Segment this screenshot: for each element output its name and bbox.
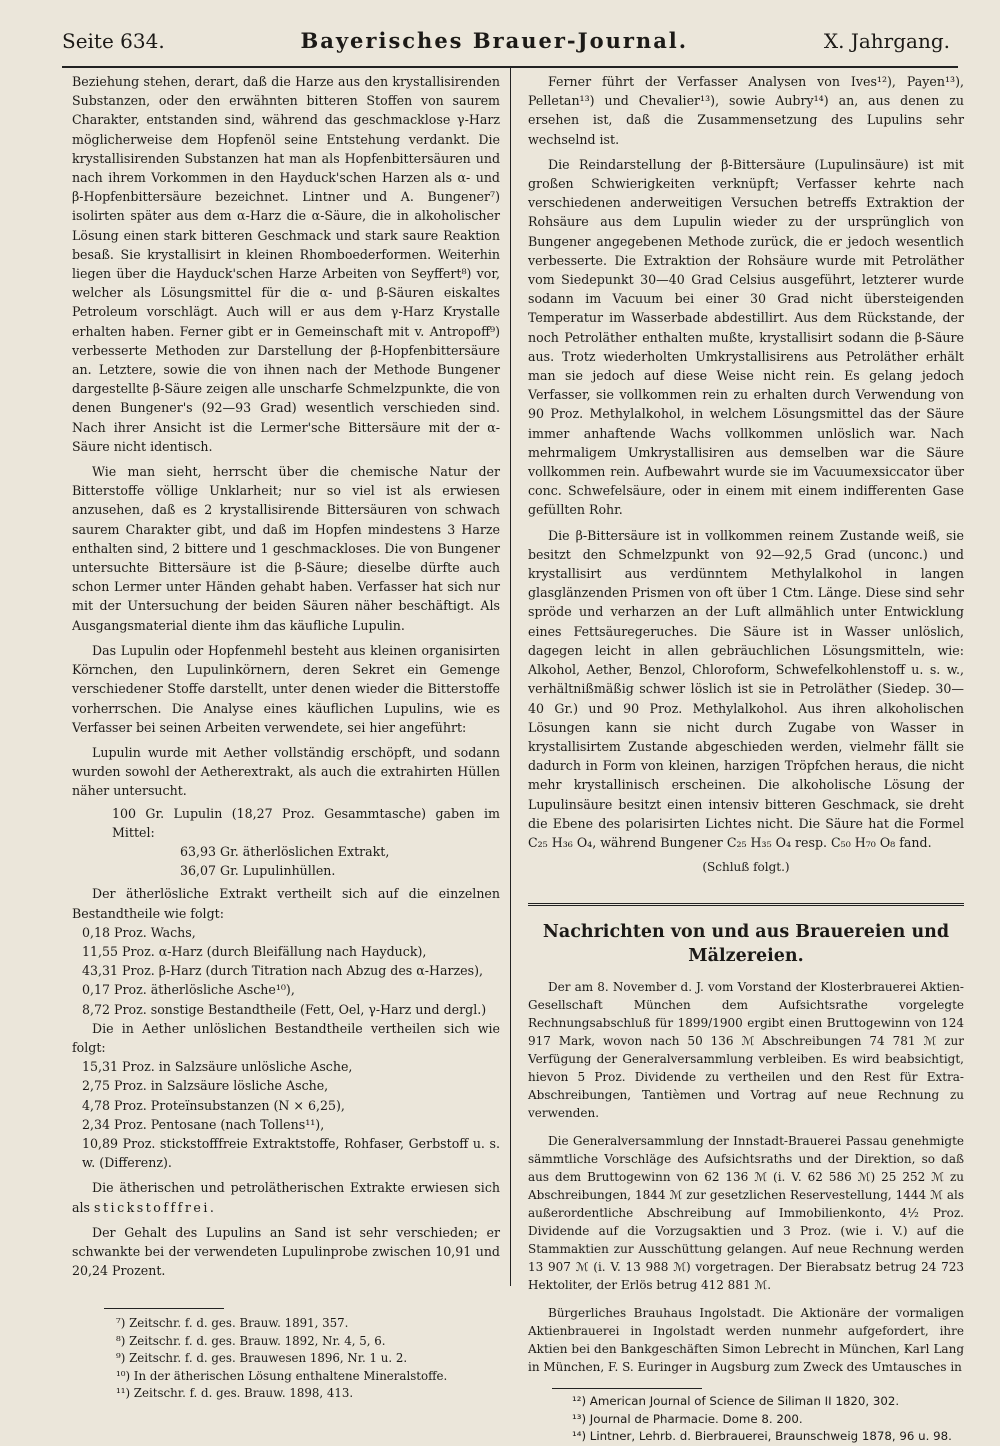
figure-line: 36,07 Gr. Lupulinhüllen. [180, 863, 336, 879]
list-item: 2,34 Proz. Pentosane (nach Tollens¹¹), [82, 1116, 325, 1132]
list-item: 2,75 Proz. in Salzsäure lösliche Asche, [82, 1078, 329, 1094]
ether-extract-list [82, 923, 500, 1019]
figure-line: 63,93 Gr. ätherlöslichen Extrakt, [180, 843, 390, 859]
insoluble-list [82, 1057, 500, 1172]
footnote-separator [104, 1308, 224, 1309]
footnote: ⁹) Zeitschr. f. d. ges. Brauwesen 1896, Nr. 1 u. 2. [116, 1351, 408, 1366]
news-item: Der am 8. November d. J. vom Vorstand der Klosterbrauerei Aktien-Gesellschaft München dem Aufsichtsrathe vorgelegte Rechnungsabschluß für 1899/1900 ergibt einen Bruttogewinn von 124 917 Mark, wovon nach 50 136 ℳ Abschreibungen 74 781 ℳ zur Verfügung der Generalversammlung verbleiben. Es wird beabsichtigt, hievon 5 Proz. Dividende zu vertheilen und den Rest für Extra-Abschreibungen, Tantièmen und Vortrag auf neue Rechnung zu verwenden. [528, 980, 964, 1121]
footnote: ⁷) Zeitschr. f. d. ges. Brauw. 1891, 357. [116, 1316, 349, 1331]
paragraph: Lupulin wurde mit Aether vollständig erschöpft, und sodann wurden sowohl der Aetherextrakt, als auch die extrahirten Hüllen näher untersucht. [72, 744, 500, 799]
list-item: 11,55 Proz. α-Harz (durch Bleifällung nach Hayduck), [82, 943, 427, 959]
paragraph: Beziehung stehen, derart, daß die Harze aus den krystallisirenden Substanzen, oder den erwähnten bitteren Stoffen von saurem Charakter, entstanden sind, während das geschmacklose γ-Harz möglicherweise dem Hopfenöl seine Entstehung verdankt. Die krystallisirenden Substanzen hat man als Hopfenbittersäuren und nach ihrem Vorkommen in den Hayduck'schen Harzen als α- und β-Hopfenbittersäure bezeichnet. Lintner und A. Bungener⁷) isolirten später aus dem α-Harz die α-Säure, die in alkoholischer Lösung einen stark bitteren Geschmack und stark saure Reaktion besaß. Sie krystallisirt in kleinen Rhomboederformen. Weiterhin liegen über die Hayduck'schen Harze Arbeiten von Seyffert⁸) vor, welcher als Lösungsmittel für die α- und β-Säuren eiskaltes Petroleum vorschlägt. Auch will er aus dem γ-Harz Krystalle erhalten haben. Ferner gibt er in Gemeinschaft mit v. Antropoff⁹) verbesserte Methoden zur Darstellung der β-Hopfenbittersäure an. Letztere, sowie die von ihnen nach der Methode Bungener dargestellte β-Säure zeigen alle unscharfe Schmelzpunkte, die von denen Bungener's (92—93 Grad) wesentlich verschieden sind. Nach ihrer Ansicht ist die Lermer'sche Bittersäure mit der α-Säure nicht identisch. [72, 74, 500, 454]
continuation-note: (Schluß folgt.) [702, 860, 790, 875]
list-item: 0,17 Proz. ätherlösliche Asche¹⁰), [82, 982, 295, 998]
paragraph: Der Gehalt des Lupulins an Sand ist sehr verschieden; er schwankte bei der verwendeten Lupulinprobe zwischen 10,91 und 20,24 Prozent. [72, 1224, 500, 1279]
column-divider [510, 68, 511, 1286]
page-number: Seite 634. [62, 29, 165, 53]
list-item: 10,89 Proz. stickstofffreie Extraktstoffe, Rohfaser, Gerbstoff u. s. w. (Differenz). [82, 1135, 500, 1171]
paragraph: Das Lupulin oder Hopfenmehl besteht aus kleinen organisirten Körnchen, den Lupulinkörnern, deren Sekret ein Gemenge verschiedener Stoffe darstellt, unter denen wieder die Bitterstoffe vorherrschen. Die Analyse eines käuflichen Lupulins, wie es Verfasser bei seinen Arbeiten verwendete, sei hier angeführt: [72, 642, 500, 735]
footnotes [528, 1393, 964, 1446]
figure-line: 100 Gr. Lupulin (18,27 Proz. Gesammtasche) gaben im Mittel: [112, 805, 500, 840]
page-header [62, 28, 950, 64]
footnote: ⁸) Zeitschr. f. d. ges. Brauw. 1892, Nr. 4, 5, 6. [116, 1333, 386, 1348]
paragraph: Die Reindarstellung der β-Bittersäure (Lupulinsäure) ist mit großen Schwierigkeiten verknüpft; Verfasser kehrte nach verschiedenen anderweitigen Versuchen betreffs Extraktion der Rohsäure aus dem Lupulin wieder zu der ursprünglich von Bungener angegebenen Methode zurück, die er jedoch wesentlich verbesserte. Die Extraktion der Rohsäure wurde mit Petroläther vom Siedepunkt 30—40 Grad Celsius ausgeführt, letzterer wurde sodann im Vacuum bei einer 30 Grad nicht übersteigenden Temperatur im Wasserbade abdestillirt. Aus dem Rückstande, der noch Petroläther enthalten mußte, krystallisirt sodann die β-Säure aus. Trotz wiederholten Umkrystallisirens aus Petroläther erhält man sie jedoch auf diese Weise nicht rein. Es gelang jedoch Verfasser, sie vollkommen rein zu erhalten durch Verwendung von 90 Proz. Methylalkohol, in welchem Lösungsmittel das der Säure immer anhaftende Wachs vollkommen unlöslich war. Nach mehrmaligem Umkrystallisiren aus demselben war die Säure vollkommen rein. Aufbewahrt wurde sie im Vacuumexsiccator über conc. Schwefelsäure, oder in einem mit einem indifferenten Gase gefüllten Rohr. [528, 156, 964, 518]
paragraph: Ferner führt der Verfasser Analysen von Ives¹²), Payen¹³), Pelletan¹³) und Chevalier¹³), sowie Aubry¹⁴) an, aus denen zu ersehen ist, daß die Zusammensetzung des Lupulins sehr wechselnd ist. [528, 74, 964, 147]
section-rule [528, 903, 964, 906]
news-item: Bürgerliches Brauhaus Ingolstadt. Die Aktionäre der vormaligen Aktienbrauerei in Ingolstadt werden nunmehr aufgefordert, ihre Aktien bei den Bankgeschäften Simon Lebrecht in München, Karl Lang in München, F. S. Euringer in Augsburg zum Zweck des Umtausches in [528, 1306, 964, 1375]
list-item: 15,31 Proz. in Salzsäure unlösliche Asche, [82, 1059, 353, 1075]
footnote: ¹¹) Zeitschr. f. d. ges. Brauw. 1898, 413. [116, 1386, 354, 1401]
section-title-line: Mälzereien. [688, 946, 804, 967]
section-title-line: Nachrichten von und aus Brauereien und [542, 922, 950, 943]
footnote: ¹²) American Journal of Science de Siliman II 1820, 302. [572, 1394, 900, 1409]
paragraph: Die β-Bittersäure ist in vollkommen reinem Zustande weiß, sie besitzt den Schmelzpunkt von 92—92,5 Grad (unconc.) und krystallisirt aus verdünntem Methylalkohol in langen glasglänzenden Prismen von oft über 1 Ctm. Länge. Diese sind sehr spröde und verharzen an der Luft allmählich unter Entwicklung eines Fettsäuregeruches. Die Säure ist in Wasser unlöslich, dagegen leicht in allen gebräuchlichen Lösungsmitteln, wie: Alkohol, Aether, Benzol, Chloroform, Schwefelkohlenstoff u. s. w., verhältnißmäßig schwer löslich ist sie in Petroläther (Siedep. 30—40 Gr.) und 90 Proz. Methylalkohol. Aus ihren alkoholischen Lösungen kann sie nicht durch Zugabe von Wasser in krystallisirtem Zustande abgeschieden werden, vielmehr fällt sie dadurch in Form von kleinen, harzigen Tröpfchen heraus, die nicht mehr krystallinisch erscheinen. Die alkoholische Lösung der Lupulinsäure besitzt einen intensiv bitteren Geschmack, sie dreht die Ebene des polarisirten Lichtes nicht. Die Säure hat die Formel C₂₅ H₃₆ O₄, während Bungener C₂₅ H₃₅ O₄ resp. C₅₀ H₇₀ O₈ fand. [528, 527, 964, 850]
footnotes [72, 1315, 500, 1403]
footnote: ¹⁴) Lintner, Lehrb. d. Bierbrauerei, Braunschweig 1878, 96 u. 98. [572, 1429, 952, 1444]
list-item: 0,18 Proz. Wachs, [82, 924, 196, 940]
footnote-separator [552, 1388, 702, 1389]
news-item: Die Generalversammlung der Innstadt-Brauerei Passau genehmigte sämmtliche Vorschläge des Aufsichtsraths und der Direktion, so daß aus dem Bruttogewinn von 62 136 ℳ (i. V. 62 586 ℳ) 25 252 ℳ zu Abschreibungen, 1844 ℳ zur gesetzlichen Reservestellung, 1444 ℳ als außerordentliche Abschreibung auf Immobilienkonto, 4½ Proz. Dividende auf die Vorzugsaktien und 3 Proz. (wie i. V.) auf die Stammaktien zur Ausschüttung gelangen. Auf neue Rechnung werden 13 907 ℳ (i. V. 13 988 ℳ) vorgetragen. Der Bierabsatz betrug 24 723 Hektoliter, der Erlös betrug 412 881 ℳ. [528, 1134, 964, 1293]
journal-title: Bayerisches Brauer-Journal. [300, 28, 689, 53]
volume-label: X. Jahrgang. [823, 29, 950, 53]
list-item: 8,72 Proz. sonstige Bestandtheile (Fett, Oel, γ-Harz und dergl.) [82, 1001, 487, 1017]
footnote: ¹³) Journal de Pharmacie. Dome 8. 200. [572, 1411, 803, 1426]
right-column [528, 72, 964, 1446]
emphasis-word: stickstofffrei. [94, 1199, 217, 1215]
footnote: ¹⁰) In der ätherischen Lösung enthaltene Mineralstoffe. [116, 1368, 448, 1383]
paragraph: Wie man sieht, herrscht über die chemische Natur der Bitterstoffe völlige Unklarheit; nur so viel ist als erwiesen anzusehen, daß es 2 krystallisirende Bittersäuren von schwach saurem Charakter gibt, und daß im Hopfen mindestens 3 Harze enthalten sind, 2 bittere und 1 geschmackloses. Die von Bungener untersuchte Bittersäure ist die β-Säure; dieselbe dürfte auch schon Lermer unter Händen gehabt haben. Verfasser hat sich nur mit der Untersuchung der beiden Säuren näher beschäftigt. Als Ausgangsmaterial diente ihm das käufliche Lupulin. [72, 464, 500, 633]
paragraph: Die in Aether unlöslichen Bestandtheile vertheilen sich wie folgt: [72, 1020, 500, 1055]
list-item: 4,78 Proz. Proteïnsubstanzen (N × 6,25), [82, 1097, 345, 1113]
list-item: 43,31 Proz. β-Harz (durch Titration nach Abzug des α-Harzes), [82, 963, 484, 979]
paragraph: Der ätherlösliche Extrakt vertheilt sich auf die einzelnen Bestandtheile wie folgt: [72, 886, 500, 921]
analysis-figures [112, 804, 500, 881]
section-heading [528, 920, 964, 968]
left-column [72, 72, 500, 1403]
paragraph [72, 1178, 500, 1216]
paragraph-text: Die ätherischen und petrolätherischen Extrakte erwiesen sich als [72, 1180, 500, 1215]
